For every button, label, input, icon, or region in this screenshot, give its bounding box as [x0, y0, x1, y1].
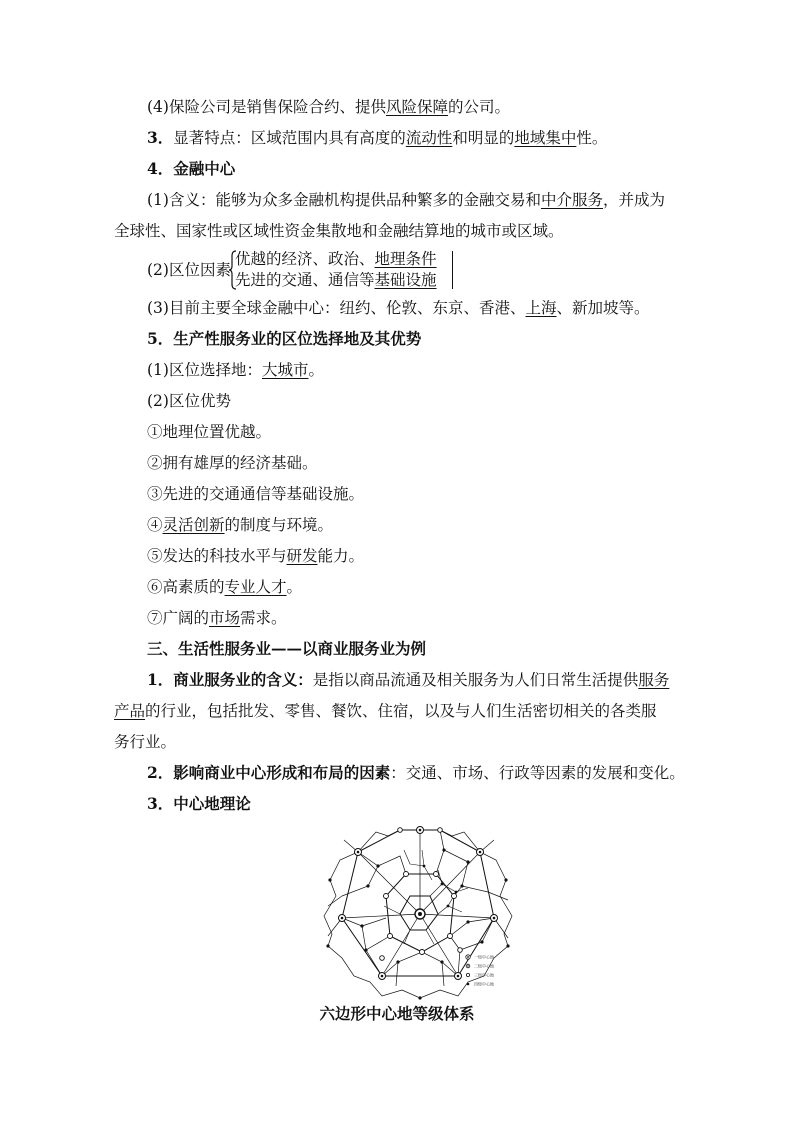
brace-item-bottom — [235, 270, 437, 291]
text: (4)保险公司是销售保险合约、提供 — [147, 98, 386, 116]
legend-label-1: 一级中心地 — [474, 954, 494, 960]
text: 能力。 — [317, 547, 365, 565]
underlined-term: 灵活创新 — [162, 516, 225, 534]
text: (1)含义：能够为众多金融机构提供品种繁多的金融交易和 — [147, 191, 541, 209]
text: 。 — [308, 361, 324, 379]
text: (3)目前主要全球金融中心：纽约、伦敦、东京、香港、 — [147, 299, 526, 317]
text-line-12: ②拥有雄厚的经济基础。 — [147, 454, 318, 472]
text: 需求。 — [240, 609, 287, 627]
text: 优越的经济、政治、 — [235, 250, 375, 268]
underlined-term: 基础设施 — [374, 271, 437, 289]
text: 性。 — [576, 129, 608, 147]
text-line-16 — [147, 576, 302, 598]
underlined-term: 地理条件 — [374, 250, 437, 268]
brace-label: (2)区位因素 — [147, 261, 231, 279]
legend-label-2: 二级中心地 — [474, 963, 494, 969]
text-line-1 — [147, 96, 510, 118]
underlined-term: 中介服务 — [540, 191, 603, 209]
underlined-term: 大城市 — [261, 361, 309, 379]
text-line-17 — [147, 607, 287, 629]
section-heading-4: 4．金融中心 — [147, 159, 236, 178]
underlined-term: 地域集中 — [514, 129, 577, 147]
text-line-2 — [147, 127, 607, 149]
text: 。 — [286, 578, 303, 596]
text-line-14 — [147, 514, 333, 536]
text: ⑥高素质的 — [147, 578, 225, 596]
underlined-term: 产品 — [114, 702, 146, 720]
text: ⑦广阔的 — [147, 609, 210, 627]
text: (1)区位选择地： — [147, 361, 262, 379]
right-bar — [452, 251, 453, 289]
underlined-term: 专业人才 — [224, 578, 287, 596]
text: 、新加坡等。 — [556, 299, 650, 317]
central-place-hexagon-diagram — [318, 826, 518, 1001]
underlined-term: 流动性 — [405, 129, 453, 147]
text-line-19 — [147, 669, 669, 691]
text-line-13: ③先进的交通通信等基础设施。 — [147, 485, 365, 503]
legend-fourth-level-icon — [467, 983, 470, 986]
text: 的公司。 — [447, 98, 510, 116]
text: ⑤发达的科技水平与 — [147, 547, 287, 565]
text-line-20 — [114, 700, 657, 722]
figure-caption: 六边形中心地等级体系 — [319, 1004, 475, 1023]
text: 的制度与环境。 — [224, 516, 334, 534]
brace-items — [235, 249, 437, 291]
item-number: 3． — [147, 128, 174, 147]
text: 先进的交通、通信等 — [235, 271, 375, 289]
text-line-4 — [147, 189, 665, 211]
text-line-5: 全球性、国家性或区域性资金集散地和金融结算地的城市或区域。 — [114, 222, 564, 240]
outer-boundary — [342, 830, 494, 976]
text-line-22 — [147, 762, 685, 784]
text-line-21: 务行业。 — [114, 733, 177, 751]
legend-label-3: 三级中心地 — [474, 972, 494, 978]
text-line-9 — [147, 359, 324, 381]
bold-term: 2．影响商业中心形成和布局的因素 — [147, 763, 391, 782]
text-line-10: (2)区位优势 — [147, 392, 231, 410]
text: 和明显的 — [452, 129, 515, 147]
bold-term: 1．商业服务业的含义： — [147, 670, 313, 689]
text: ④ — [147, 516, 163, 534]
legend-label-4: 四级中心地 — [474, 981, 494, 987]
underlined-term: 研发 — [286, 547, 318, 565]
text: ，并成为 — [602, 191, 665, 209]
text-line-11: ①地理位置优越。 — [147, 423, 272, 441]
section-heading-central-place: 3．中心地理论 — [147, 794, 251, 813]
brace-item-top — [235, 249, 437, 270]
text: 显著特点：区域范围内具有高度的 — [173, 129, 406, 147]
underlined-term: 服务 — [638, 671, 670, 689]
text: 的行业，包括批发、零售、餐饮、住宿，以及与人们生活密切相关的各类服 — [145, 702, 657, 720]
text-line-15 — [147, 545, 364, 567]
text: 是指以商品流通及相关服务为人们日常生活提供 — [312, 671, 639, 689]
underlined-term: 上海 — [525, 299, 557, 317]
section-heading-5: 5．生产性服务业的区位选择地及其优势 — [147, 329, 422, 348]
text: ：交通、市场、行政等因素的发展和变化。 — [390, 764, 685, 782]
underlined-term: 风险保障 — [385, 98, 448, 116]
section-heading-3: 三、生活性服务业——以商业服务业为例 — [147, 639, 427, 658]
text-line-7 — [147, 297, 650, 319]
underlined-term: 市场 — [209, 609, 241, 627]
legend-third-level-icon — [466, 973, 469, 976]
